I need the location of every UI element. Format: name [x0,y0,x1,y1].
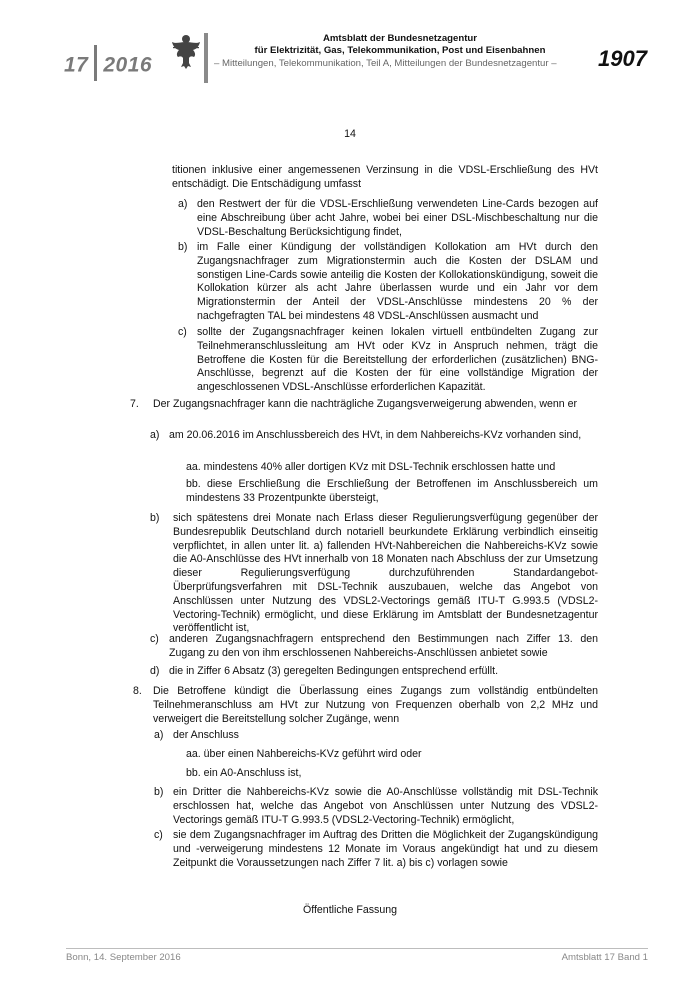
list-item: Die Betroffene kündigt die Überlassung eines Zugangs zum vollständig entbündelten Teilnehmeranschluss am HVt zur Nutzung von Frequenzen oberhalb von 2,2 MHz und verweigert die Bereitstellung solcher Zugänge, wenn [153,685,598,725]
gazette-title: Amtsblatt der Bundesnetzagentur [322,33,478,44]
list-item: der Anschluss [173,729,239,741]
issue-year: 2016 [103,53,153,77]
list-item: im Falle einer Kündigung der vollständigen Kollokation am HVt durch den Zugangsnachfrager zum Migrationstermin auch die Kosten der DSLAM und sonstigen Line-Cards sowie anteilig die Kosten der Kollokationskündigung, soweit die Kollokation kürzer als acht Jahre überlassen wurde und ein Jahr vor dem Migrationstermin der Anteil der VDSL-Anschlüsse mindestens 20 % der nachgefragten TAL bei mindestens 48 VDSL-Anschlüssen ausmacht und [197,241,598,322]
gazette-subtitle: – Mitteilungen, Telekommunikation, Teil A, Mitteilungen der Bundesnetzagentur – [214,58,557,69]
page-number: 1907 [598,46,647,71]
publication-status: Öffentliche Fassung [302,904,398,916]
list-item: die in Ziffer 6 Absatz (3) geregelten Bedingungen entsprechend erfüllt. [169,665,499,677]
footer-divider [66,948,648,949]
list-label: b) [178,241,188,253]
gazette-title-line2: für Elektrizität, Gas, Telekommunikation, Post und Eisenbahnen [254,44,546,56]
list-item: sich spätestens drei Monate nach Erlass dieser Regulierungsverfügung gegenüber der Bundesrepublik Deutschland durch notariell beurkundete Erklärung verbindlich einseitig verpflichtet, in allen unter lit. a) fallenden HVt-Nahbereichen die Nahbereichs-KVz sowie die A0-Anschlüsse des HVt innerhalb von 18 Monaten nach Abschluss der zur Umsetzung dieser Regulierungsverfügung durchzuführenden Standardangebot-Überprüfungsverfahren mit DSL-Technik auszubauen, welche das Angebot von Anschlüssen unter Nutzung des VDSL2-Vectorings gemäß ITU-T G.993.5 (VDSL2-Vectoring-Technik) ermöglicht, und diese Erklärung im Amtsblatt der Bundesnetzagentur veröffentlicht ist, [173,512,598,635]
list-label: 8. [133,685,142,697]
list-label: b) [150,512,160,524]
list-label: c) [150,633,159,645]
footer-date: Bonn, 14. September 2016 [66,952,181,963]
issue-divider [94,45,97,81]
footer-volume: Amtsblatt 17 Band 1 [561,952,648,963]
intro-paragraph: titionen inklusive einer angemessenen Verzinsung in die VDSL-Erschließung des HVt entschädigt. Die Entschädigung umfasst [172,164,598,190]
list-item: sollte der Zugangsnachfrager keinen lokalen virtuell entbündelten Zugang zur Teilnehmeranschlussleitung am HVt oder KVz in Anspruch nehmen, trägt die Betroffene die Kosten für die Bereitstellung der erforderlichen (zusätzlichen) BNG-Anschlüsse, begrenzt auf die Kosten der für eine vollständige Migration der angeschlossenen VDSL-Anschlüsse erforderlichen Kapazität. [197,326,598,394]
list-item: Der Zugangsnachfrager kann die nachträgliche Zugangsverweigerung abwenden, wenn er [153,398,578,410]
list-label: d) [150,665,160,677]
issue-number: 17 [64,53,89,77]
sub-list-item: aa. mindestens 40% aller dortigen KVz mit DSL-Technik erschlossen hatte und [186,461,556,473]
sub-list-item: bb. ein A0-Anschluss ist, [186,767,302,779]
list-label: 7. [130,398,139,410]
list-label: b) [154,786,164,798]
list-label: a) [178,198,188,210]
list-item: ein Dritter die Nahbereichs-KVz sowie die A0-Anschlüsse vollständig mit DSL-Technik erschlossen hat, welche das Angebot von Anschlüssen unter Nutzung des VDSL2-Vectorings gemäß ITU-T G.993.5 (VDSL2-Vectoring-Technik) ermöglicht, [173,786,598,826]
list-item: sie dem Zugangsnachfrager im Auftrag des Dritten die Möglichkeit der Zugangskündigung und -verweigerung mindestens 12 Monate im Voraus angekündigt hat und zu diesem Zeitpunkt die Voraussetzungen nach Ziffer 7 lit. a) bis c) vorlagen sowie [173,829,598,869]
list-item: am 20.06.2016 im Anschlussbereich des HVt, in dem Nahbereichs-KVz vorhanden sind, [169,429,582,441]
inner-page-number: 14 [344,128,356,140]
sub-list-item: aa. über einen Nahbereichs-KVz geführt wird oder [186,748,422,760]
list-label: a) [154,729,164,741]
list-label: c) [154,829,163,841]
sub-list-item: bb. diese Erschließung die Erschließung der Betroffenen im Anschlussbereich um mindestens 33 Prozentpunkte übersteigt, [186,478,598,504]
list-label: c) [178,326,187,338]
list-label: a) [150,429,160,441]
list-item: den Restwert der für die VDSL-Erschließung verwendeten Line-Cards bezogen auf eine Abschreibung über acht Jahre, wobei bei einer DSL-Mischbeschaltung nur die VDSL-Beschaltung Berücksichtigung findet, [197,198,598,238]
issue-label [64,48,152,84]
federal-eagle-icon [170,30,202,70]
list-item: anderen Zugangsnachfragern entsprechend den Bestimmungen nach Ziffer 13. den Zugang zu den von ihm erschlossenen Nahbereichs-Anschlüssen anbietet sowie [169,633,598,659]
